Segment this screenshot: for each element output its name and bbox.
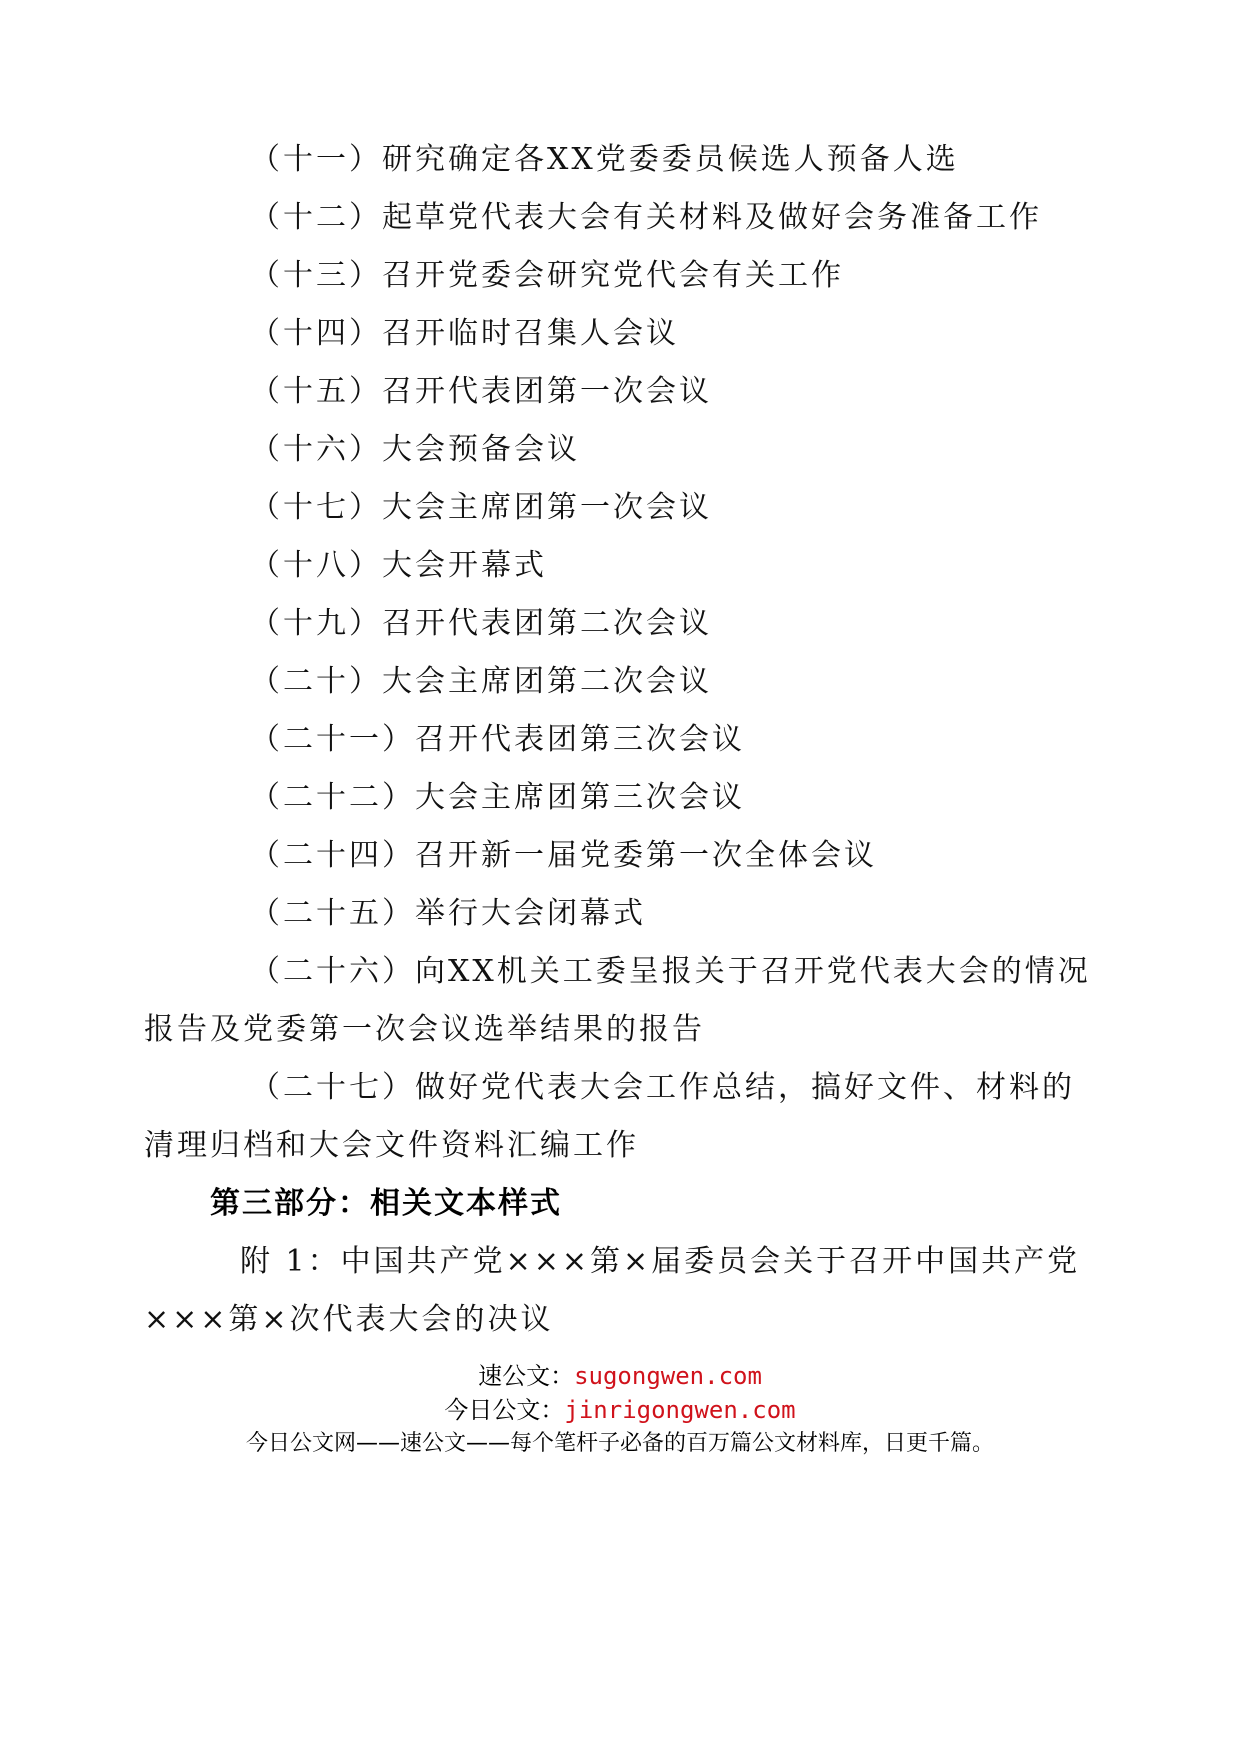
footer-label: 今日公文： xyxy=(444,1396,565,1424)
footer-jinrigongwen xyxy=(0,1394,1240,1426)
footer-link-jinrigongwen[interactable]: jinrigongwen.com xyxy=(564,1396,796,1424)
list-item: （二十一）召开代表团第三次会议 xyxy=(250,722,745,757)
attachment-title-line1: 附 1：中国共产党×××第×届委员会关于召开中国共产党 xyxy=(240,1244,1081,1279)
footer-label: 速公文： xyxy=(478,1362,575,1390)
list-item: （十九）召开代表团第二次会议 xyxy=(250,606,712,641)
list-item: （十一）研究确定各XX党委委员候选人预备人选 xyxy=(250,142,959,177)
list-item: （二十二）大会主席团第三次会议 xyxy=(250,780,745,815)
list-item: （十六）大会预备会议 xyxy=(250,432,580,467)
list-item: （十八）大会开幕式 xyxy=(250,548,547,583)
list-item: （十三）召开党委会研究党代会有关工作 xyxy=(250,258,844,293)
footer-slogan: 今日公文网——速公文——每个笔杆子必备的百万篇公文材料库，日更千篇。 xyxy=(245,1431,994,1456)
list-item: （二十四）召开新一届党委第一次全体会议 xyxy=(250,838,877,873)
footer-link-sugongwen[interactable]: sugongwen.com xyxy=(574,1362,762,1390)
list-item: （十七）大会主席团第一次会议 xyxy=(250,490,712,525)
list-item-26-line2: 报告及党委第一次会议选举结果的报告 xyxy=(144,1012,705,1047)
footer-sugongwen xyxy=(0,1360,1240,1392)
list-item: （二十）大会主席团第二次会议 xyxy=(250,664,712,699)
section-heading: 第三部分：相关文本样式 xyxy=(210,1186,562,1221)
list-item-27-line2: 清理归档和大会文件资料汇编工作 xyxy=(144,1128,639,1163)
list-item-27-line1: （二十七）做好党代表大会工作总结，搞好文件、材料的 xyxy=(250,1070,1075,1105)
list-item: （十四）召开临时召集人会议 xyxy=(250,316,679,351)
attachment-title-line2: ×××第×次代表大会的决议 xyxy=(144,1302,554,1337)
list-item-26-line1: （二十六）向XX机关工委呈报关于召开党代表大会的情况 xyxy=(250,954,1091,989)
list-item: （十五）召开代表团第一次会议 xyxy=(250,374,712,409)
list-item: （二十五）举行大会闭幕式 xyxy=(250,896,646,931)
list-item: （十二）起草党代表大会有关材料及做好会务准备工作 xyxy=(250,200,1042,235)
